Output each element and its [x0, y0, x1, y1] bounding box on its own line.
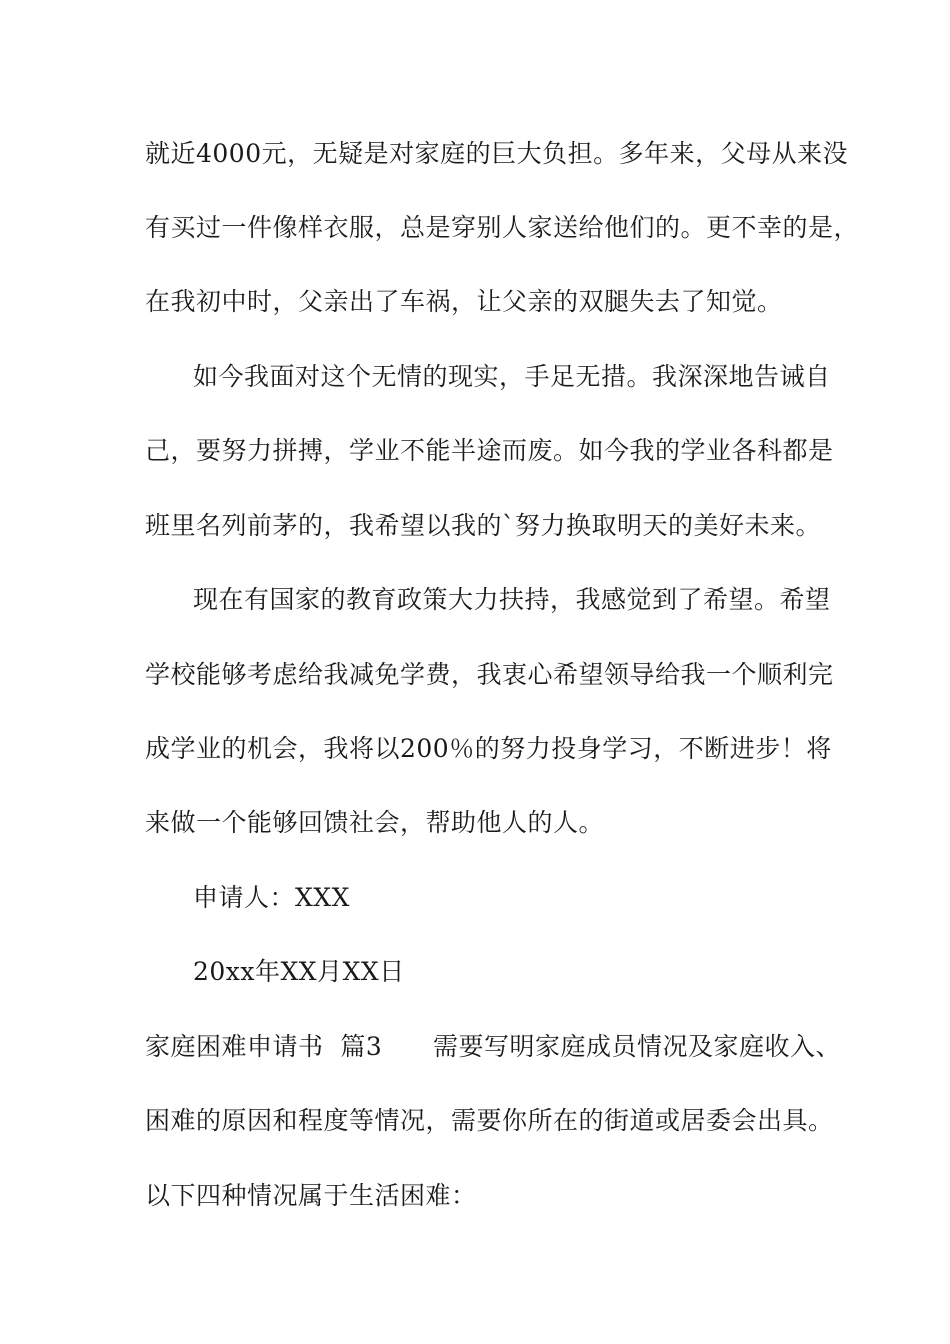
paragraph-line: 学校能够考虑给我减免学费，我衷心希望领导给我一个顺利完: [145, 660, 834, 689]
paragraph-line: 如今我面对这个无情的现实，手足无措。我深深地告诫自: [193, 362, 831, 391]
paragraph-line: 困难的原因和程度等情况，需要你所在的街道或居委会出具。: [145, 1106, 834, 1135]
paragraph-line: 在我初中时，父亲出了车祸，让父亲的双腿失去了知觉。: [145, 287, 783, 316]
section-heading-line: 家庭困难申请书 篇3 需要写明家庭成员情况及家庭收入、: [145, 1032, 841, 1061]
applicant-signature: 申请人：XXX: [193, 883, 350, 912]
paragraph-line: 来做一个能够回馈社会，帮助他人的人。: [145, 808, 605, 837]
paragraph-line: 成学业的机会，我将以200％的努力投身学习，不断进步！将: [145, 734, 832, 763]
paragraph-line: 现在有国家的教育政策大力扶持，我感觉到了希望。希望: [193, 585, 831, 614]
paragraph-line: 己，要努力拼搏，学业不能半途而废。如今我的学业各科都是: [145, 436, 834, 465]
paragraph-line: 班里名列前茅的，我希望以我的`努力换取明天的美好未来。: [145, 511, 822, 540]
paragraph-line: 有买过一件像样衣服，总是穿别人家送给他们的。更不幸的是，: [145, 213, 860, 242]
paragraph-line: 就近4000元，无疑是对家庭的巨大负担。多年来，父母从来没: [145, 139, 849, 168]
application-date: 20xx年XX月XX日: [193, 957, 405, 986]
paragraph-line: 以下四种情况属于生活困难：: [145, 1181, 477, 1210]
